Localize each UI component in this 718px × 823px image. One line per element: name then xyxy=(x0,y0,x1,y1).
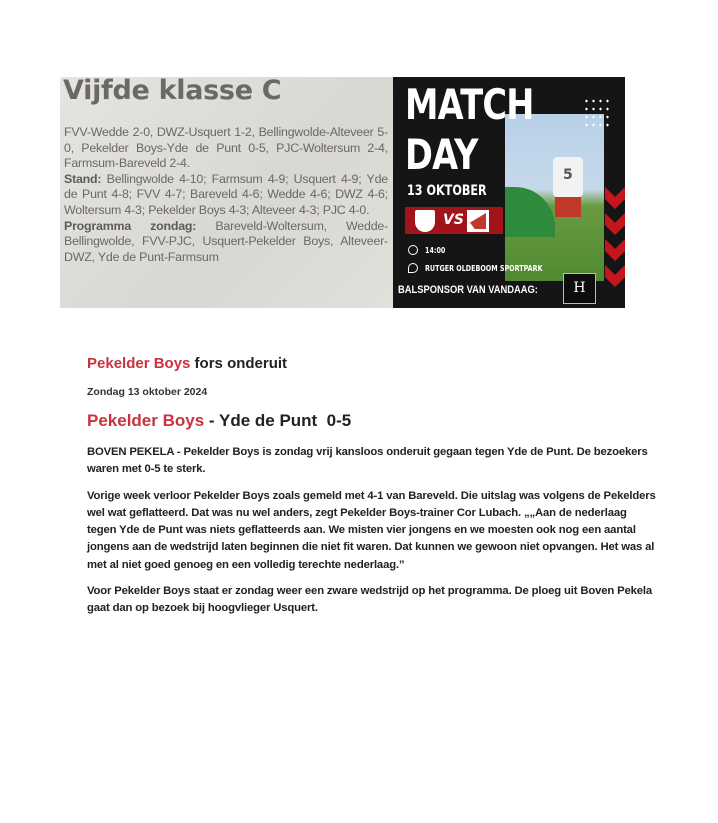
home-team-logo xyxy=(415,210,435,232)
headline-rest: - Yde de Punt 0-5 xyxy=(204,411,352,430)
chevron-icon xyxy=(605,265,625,287)
headline-team: Pekelder Boys xyxy=(87,411,205,430)
away-team-logo xyxy=(467,210,489,232)
venue: RUTGER OLDEBOOM SPORTPARK xyxy=(425,264,543,273)
player-figure xyxy=(553,157,583,197)
paragraph: BOVEN PEKELA - Pekelder Boys is zondag vrij kansloos onderuit gegaan tegen Yde de Punt. De bezoekers waren met 0-5 te sterk. xyxy=(87,446,648,476)
newspaper-clipping xyxy=(60,77,393,308)
clock-icon xyxy=(408,245,418,255)
results: FVV-Wedde 2-0, DWZ-Usquert 1-2, Bellingwolde-Alteveer 5-0, Pekelder Boys-Yde de Punt 0-5, PJC-Woltersum 2-4, Farmsum-Bareveld 2-4. xyxy=(64,125,388,171)
match-heading: MATCH xyxy=(405,80,534,129)
article-title xyxy=(87,355,657,372)
title-rest: fors onderuit xyxy=(190,355,288,372)
chevron-icon xyxy=(605,187,625,209)
poster-date: 13 OKTOBER xyxy=(407,183,487,199)
article-headline xyxy=(87,411,657,431)
sponsor-label: BALSPONSOR VAN VANDAAG: xyxy=(398,284,538,296)
chevron-icon xyxy=(605,213,625,235)
article-date: Zondag 13 oktober 2024 xyxy=(87,386,208,398)
shirt-number: 5 xyxy=(563,167,573,183)
clipping-title: Vijfde klasse C xyxy=(63,77,282,106)
programma-label: Programma zondag: xyxy=(64,218,197,233)
kickoff-time: 14:00 xyxy=(425,246,446,255)
stand-label: Stand: xyxy=(64,171,102,186)
location-icon xyxy=(408,263,418,273)
vs-label: VS xyxy=(443,212,464,228)
paragraph: Voor Pekelder Boys staat er zondag weer een zware wedstrijd op het programma. De ploeg uit Boven Pekela gaat dan op bezoek bij hoogvlieger Usquert. xyxy=(87,585,653,615)
player-shorts xyxy=(555,197,581,217)
programma: Bareveld-Woltersum, Wedde-Bellingwolde, FVV-PJC, Usquert-Pekelder Boys, Alteveer-DWZ, Yde de Punt-Farmsum xyxy=(64,218,388,264)
dots-decoration xyxy=(583,97,611,131)
title-team: Pekelder Boys xyxy=(87,355,191,372)
standings: Bellingwolde 4-10; Farmsum 4-9; Usquert 4-9; Yde de Punt 4-8; FVV 4-7; Bareveld 4-6; Wedde 4-6; DWZ 4-6; Woltersum 4-3; Pekelder Boys 4-3; Alteveer 4-3; PJC 4-0. xyxy=(64,171,389,217)
sponsor-logo: H xyxy=(563,273,596,304)
article xyxy=(87,355,657,627)
chevron-icon xyxy=(605,239,625,261)
day-heading: DAY xyxy=(405,130,478,179)
clipping-text xyxy=(64,125,388,265)
match-day-poster xyxy=(393,77,625,308)
paragraph: Vorige week verloor Pekelder Boys zoals gemeld met 4-1 van Bareveld. Die uitslag was volgens de Pekelders wel wat geflatteerd. Dat was nu wel anders, zegt Pekelder Boys-trainer Cor Lubach. „„Aan de nederlaag tegen Yde de Punt was niets geflatteerds aan. We misten vier jongens en we moesten ook nog een aantal jongens aan de wedstrijd laten beginnen die niet fit waren. Dat kunnen we gewoon niet opvangen. Het was al met al niet goed genoeg en een volledig terechte nederlaag.” xyxy=(87,489,656,571)
